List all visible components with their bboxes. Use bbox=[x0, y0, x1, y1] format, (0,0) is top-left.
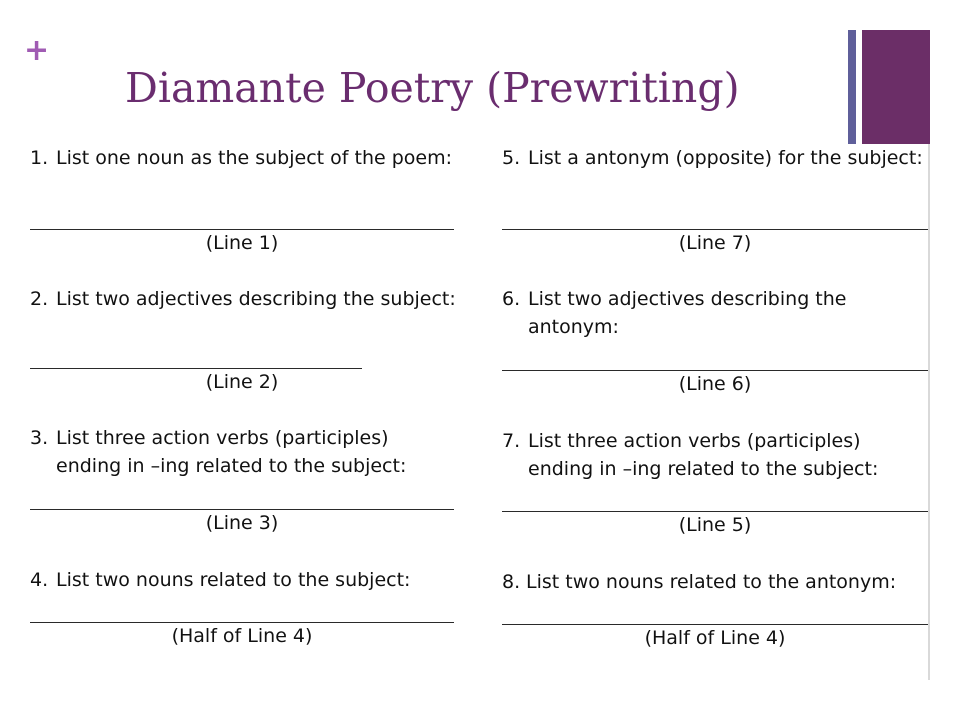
answer-line-4[interactable] bbox=[30, 622, 454, 623]
answer-line-8[interactable] bbox=[502, 624, 928, 625]
item-question: List three action verbs (participles) ending in –ing related to the subject: bbox=[528, 430, 879, 480]
line-caption-5: (Line 7) bbox=[678, 232, 752, 254]
line-caption-3: (Line 3) bbox=[205, 512, 279, 534]
item-number: 2. bbox=[30, 288, 49, 310]
item-number: 7. bbox=[502, 430, 521, 452]
item-number: 4. bbox=[30, 569, 49, 591]
page-title: Diamante Poetry (Prewriting) bbox=[125, 64, 740, 112]
item-question: List one noun as the subject of the poem: bbox=[56, 147, 453, 169]
line-caption-1: (Line 1) bbox=[205, 232, 279, 254]
line-caption-6: (Line 6) bbox=[678, 373, 752, 395]
item-question: List two adjectives describing the subject: bbox=[56, 288, 456, 310]
line-caption-7: (Line 5) bbox=[678, 514, 752, 536]
item-question: List two adjectives describing the antonym: bbox=[528, 288, 847, 338]
answer-line-3[interactable] bbox=[30, 509, 454, 510]
item-question: List three action verbs (participles) ending in –ing related to the subject: bbox=[56, 427, 407, 477]
item-number: 5. bbox=[502, 147, 521, 169]
answer-line-6[interactable] bbox=[502, 370, 928, 371]
line-caption-8: (Half of Line 4) bbox=[644, 627, 786, 649]
item-question: List two nouns related to the antonym: bbox=[526, 571, 897, 593]
item-number: 8. bbox=[502, 571, 521, 593]
item-question: List two nouns related to the subject: bbox=[56, 569, 411, 591]
answer-line-5[interactable] bbox=[502, 229, 928, 230]
item-number: 1. bbox=[30, 147, 49, 169]
item-question: List a antonym (opposite) for the subject: bbox=[528, 147, 923, 169]
line-caption-4: (Half of Line 4) bbox=[171, 625, 313, 647]
answer-line-7[interactable] bbox=[502, 511, 928, 512]
line-caption-2: (Line 2) bbox=[205, 371, 279, 393]
answer-line-1[interactable] bbox=[30, 229, 454, 230]
answer-line-2[interactable] bbox=[30, 368, 362, 369]
plus-icon: + bbox=[24, 33, 50, 68]
item-number: 6. bbox=[502, 288, 521, 310]
item-number: 3. bbox=[30, 427, 49, 449]
